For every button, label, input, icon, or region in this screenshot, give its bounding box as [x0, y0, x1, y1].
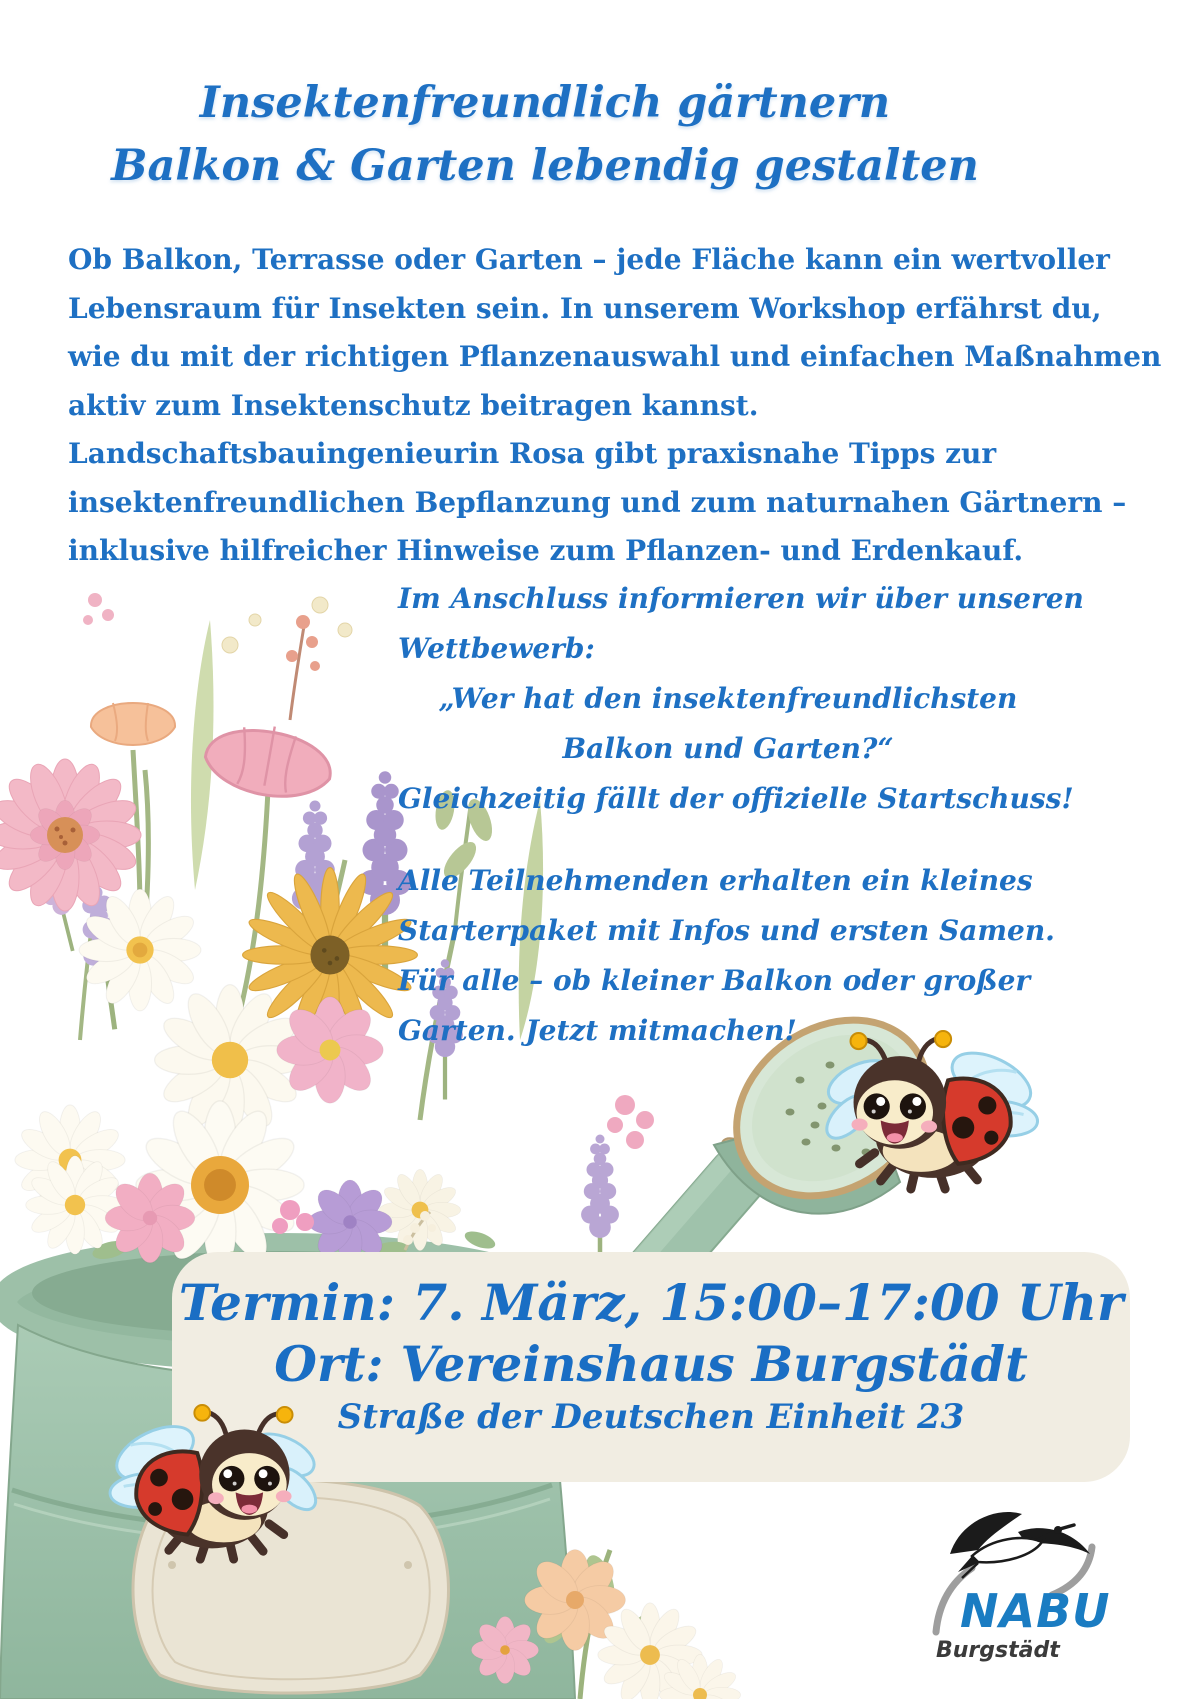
intro-line: inklusive hilfreicher Hinweise zum Pflanzen- und Erdenkauf. — [68, 534, 1024, 567]
flyer-title-line2: Balkon & Garten lebendig gestalten — [111, 141, 979, 191]
intro-line: wie du mit der richtigen Pflanzenauswahl und einfachen Maßnahmen — [68, 340, 1162, 373]
flyer-title-line1: Insektenfreundlich gärtnern — [199, 78, 891, 128]
announcement-line: Wettbewerb: — [398, 632, 595, 665]
contest-announcement — [398, 574, 1084, 824]
participation-line: Starterpaket mit Infos und ersten Samen. — [398, 914, 1055, 947]
event-date-line: Termin: 7. März, 15:00–17:00 Uhr — [178, 1273, 1124, 1332]
flyer-title — [0, 72, 1090, 198]
participation-line: Garten. Jetzt mitmachen! — [398, 1014, 797, 1047]
intro-line: Lebensraum für Insekten sein. In unserem Workshop erfährst du, — [68, 291, 1102, 325]
intro-line: insektenfreundlichen Bepflanzung und zum naturnahen Gärtnern – — [68, 485, 1127, 519]
participation-line: Für alle – ob kleiner Balkon oder großer — [398, 964, 1031, 997]
intro-line: Landschaftsbauingenieurin Rosa gibt praxisnahe Tipps zur — [68, 437, 997, 470]
bee-ladybug-character-icon — [820, 1030, 1042, 1196]
announcement-line: Im Anschluss informieren wir über unseren — [398, 582, 1084, 615]
bee-ladybug-character-icon — [106, 1404, 322, 1566]
event-address-line: Straße der Deutschen Einheit 23 — [337, 1397, 965, 1437]
nabu-logo — [912, 1492, 1162, 1682]
intro-paragraph — [68, 236, 1162, 576]
contest-quote-line: Balkon und Garten?“ — [562, 732, 894, 765]
participation-line: Alle Teilnehmenden erhalten ein kleines — [398, 864, 1033, 897]
intro-line: aktiv zum Insektenschutz beitragen kannst. — [68, 388, 759, 422]
contest-quote-line: „Wer hat den insektenfreundlichsten — [438, 682, 1018, 715]
nabu-chapter-label: Burgstädt — [936, 1638, 1060, 1663]
nabu-wordmark: NABU — [960, 1584, 1111, 1638]
intro-line: Ob Balkon, Terrasse oder Garten – jede Fläche kann ein wertvoller — [68, 243, 1110, 276]
participation-info — [398, 856, 1058, 1056]
event-venue-line: Ort: Vereinshaus Burgstädt — [274, 1335, 1028, 1393]
announcement-line: Gleichzeitig fällt der offizielle Startschuss! — [398, 782, 1074, 815]
